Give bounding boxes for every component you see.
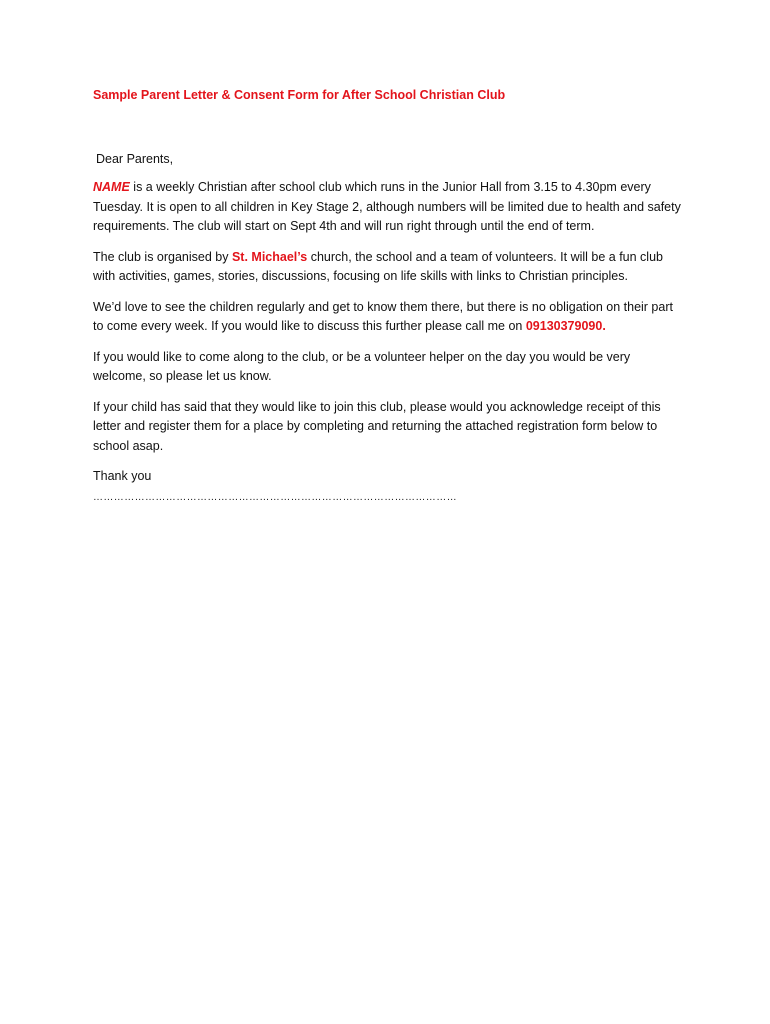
paragraph-attendance [93, 298, 683, 337]
letter-page [93, 88, 683, 503]
paragraph-organiser [93, 248, 683, 287]
paragraph-organiser-before: The club is organised by [93, 249, 232, 264]
letter-title: Sample Parent Letter & Consent Form for After School Christian Club [93, 88, 506, 102]
signature-line: …………………………………………………………………………………………… [93, 492, 457, 503]
paragraph-volunteers: If you would like to come along to the club, or be a volunteer helper on the day you would be very welcome, so please let us know. [93, 349, 631, 383]
club-name-placeholder: NAME [93, 180, 130, 194]
paragraph-club-intro-text: is a weekly Christian after school club which runs in the Junior Hall from 3.15 to 4.30pm every Tuesday. It is open to all children in Key Stage 2, although numbers will be limited due to health and safety requirements. The club will start on Sept 4th and will run right through until the end of term. [93, 180, 681, 233]
paragraph-registration: If your child has said that they would like to join this club, please would you acknowledge receipt of this letter and register them for a place by completing and returning the attached registration form below to school asap. [93, 399, 661, 453]
church-name: St. Michael’s [231, 249, 308, 264]
phone-number: 09130379090. [525, 319, 606, 333]
paragraph-club-intro [93, 178, 683, 237]
closing: Thank you [93, 469, 152, 483]
salutation: Dear Parents, [96, 152, 174, 166]
paragraph-attendance-text: We’d love to see the children regularly and get to know them there, but there is no obligation on their part to come every week. If you would like to discuss this further please call me on [93, 299, 673, 333]
paragraph-organiser-after: church, the school and a team of volunteers. It will be a fun club with activities, games, stories, discussions, focusing on life skills with links to Christian principles. [93, 249, 663, 283]
